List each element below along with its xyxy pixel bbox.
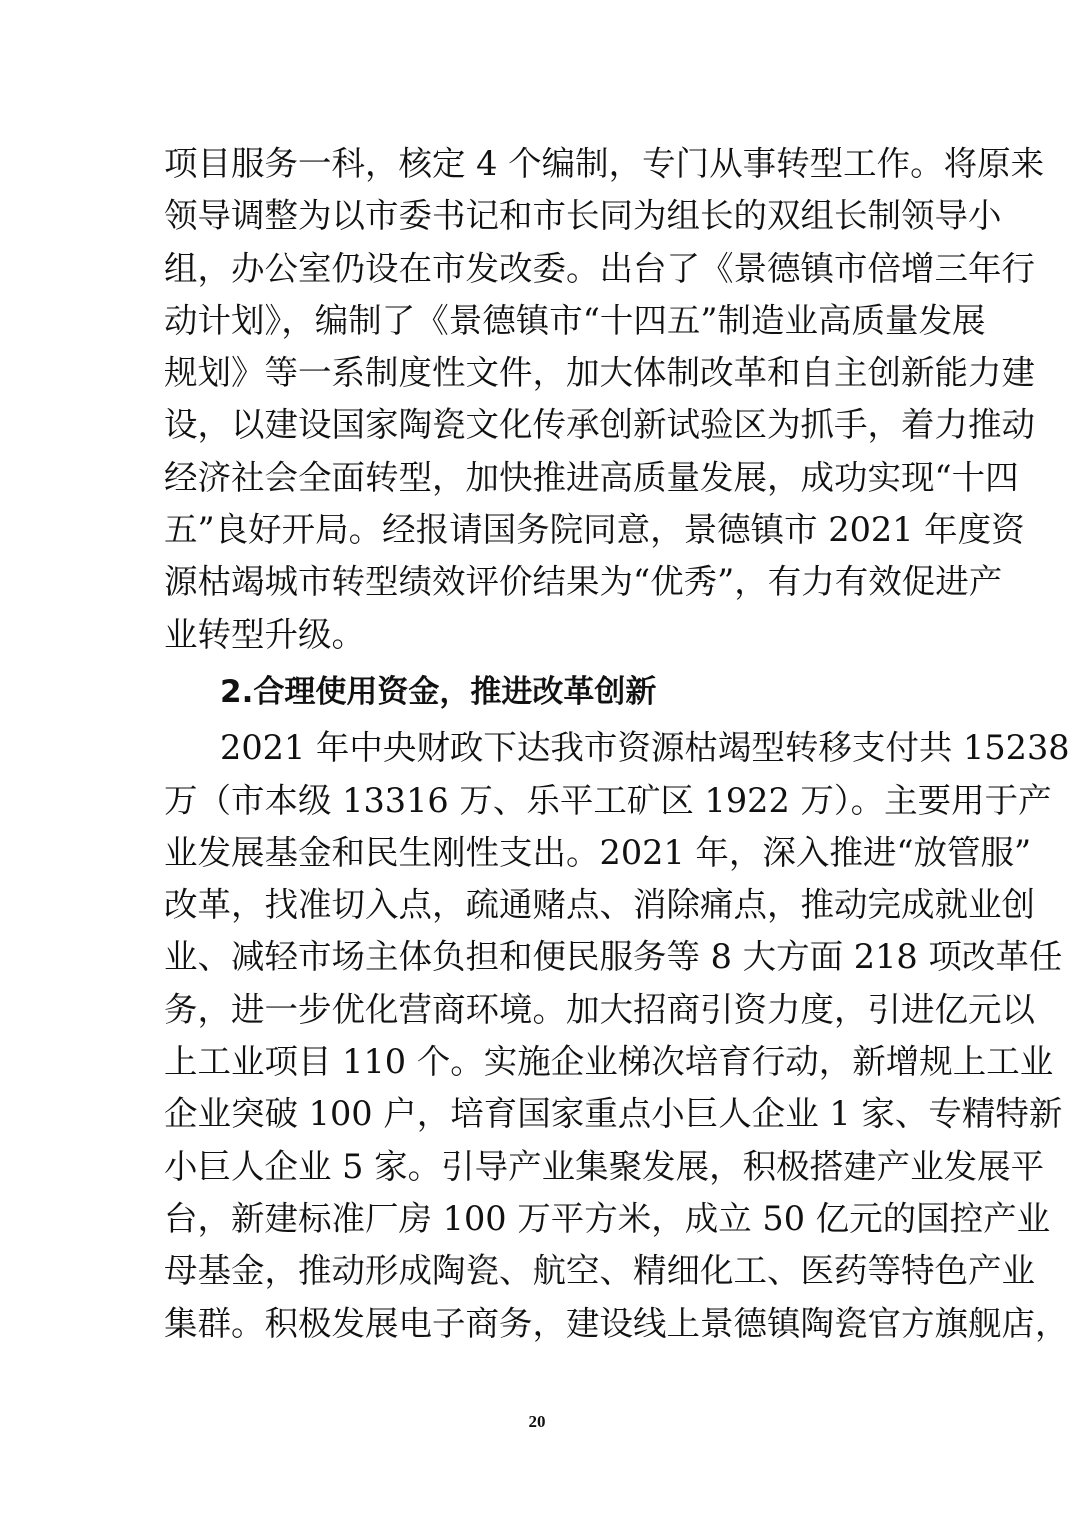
text-line: 改革，找准切入点，疏通赌点、消除痛点，推动完成就业创 (164, 885, 1035, 925)
text-line: 组，办公室仍设在市发改委。出台了《景德镇市倍增三年行 (164, 248, 1035, 288)
text-line: 业转型升级。 (164, 614, 365, 654)
text-line: 小巨人企业 5 家。引导产业集聚发展，积极搭建产业发展平 (164, 1146, 1045, 1186)
text-line: 项目服务一科，核定 4 个编制，专门从事转型工作。将原来 (164, 144, 1045, 183)
text-line: 万（市本级 13316 万、乐平工矿区 1922 万）。主要用于产 (164, 780, 1052, 820)
text-line: 源枯竭城市转型绩效评价结果为“优秀”，有力有效促进产 (164, 562, 1003, 602)
paragraph-1 (164, 138, 1045, 661)
text-line: 集群。积极发展电子商务，建设线上景德镇陶瓷官方旗舰店， (164, 1303, 1069, 1343)
text-line: 母基金，推动形成陶瓷、航空、精细化工、医药等特色产业 (164, 1251, 1035, 1291)
text-line: 业、减轻市场主体负担和便民服务等 8 大方面 218 项改革任 (164, 937, 1063, 977)
text-line: 务，进一步优化营商环境。加大招商引资力度，引进亿元以 (164, 989, 1035, 1029)
text-line: 台，新建标准厂房 100 万平方米，成立 50 亿元的国控产业 (164, 1198, 1051, 1238)
text-line: 领导调整为以市委书记和市长同为组长的双组长制领导小 (164, 196, 1002, 236)
text-line: 动计划》，编制了《景德镇市“十四五”制造业高质量发展 (164, 300, 986, 340)
text-line: 上工业项目 110 个。实施企业梯次培育行动，新增规上工业 (164, 1042, 1054, 1082)
section-heading: 2.合理使用资金，推进改革创新 (220, 673, 657, 710)
text-line: 设，以建设国家陶瓷文化传承创新试验区为抓手，着力推动 (164, 405, 1035, 445)
page-number: 20 (528, 1412, 546, 1431)
document-page (164, 138, 1070, 1350)
text-line: 业发展基金和民生刚性支出。2021 年，深入推进“放管服” (164, 832, 1032, 872)
text-line: 2021 年中央财政下达我市资源枯竭型转移支付共 15238 (220, 728, 1070, 768)
text-line: 五”良好开局。经报请国务院同意，景德镇市 2021 年度资 (164, 510, 1025, 550)
text-line: 规划》等一系制度性文件，加大体制改革和自主创新能力建 (164, 353, 1035, 393)
text-line: 企业突破 100 户，培育国家重点小巨人企业 1 家、专精特新 (164, 1094, 1063, 1134)
text-line: 经济社会全面转型，加快推进高质量发展，成功实现“十四 (164, 457, 1019, 497)
paragraph-2 (164, 722, 1070, 1350)
